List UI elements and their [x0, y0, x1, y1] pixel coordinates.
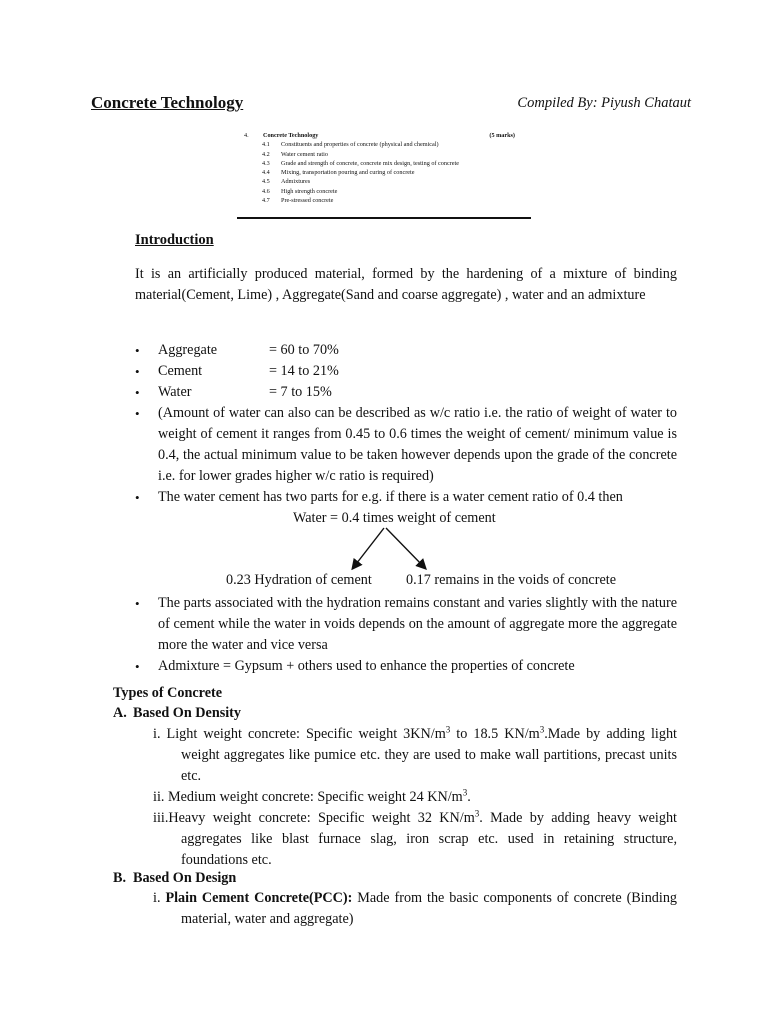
item-text: .	[467, 789, 471, 805]
superscript: 3	[462, 787, 468, 798]
item-number: ii.	[153, 789, 165, 805]
composition-value: = 14 to 21%	[269, 363, 339, 379]
compiled-by: Compiled By: Piyush Chataut	[517, 95, 691, 111]
arrow-left	[353, 528, 384, 568]
arrow-right	[386, 528, 425, 568]
superscript: 3	[539, 724, 545, 735]
syllabus-item-text: High strength concrete	[281, 187, 338, 195]
list-item: iii.Heavy weight concrete: Specific weight 32 $KN/m^3$. Made by adding heavy weight aggregates like blast furnace slag, iron scrap etc. used in retaining structure, foundations etc.	[153, 808, 678, 868]
list-item: ii. Medium weight concrete: Specific weight 24 $KN/m^3$.	[153, 787, 471, 805]
composition-label: Cement	[158, 363, 203, 379]
syllabus-header-row	[237, 131, 531, 140]
diagram-left-label: 0.23 Hydration of cement	[226, 572, 372, 588]
item-text: Made from the basic components of concrete (Binding material, water and aggregate)	[181, 890, 678, 927]
composition-label: Aggregate	[158, 342, 218, 358]
syllabus-chapter-number: 4.	[244, 132, 249, 139]
notes-list	[135, 593, 677, 677]
syllabus-item-text: Admixtures	[281, 178, 311, 186]
syllabus-item-text: Mixing, transportation pouring and curing of concrete	[281, 169, 415, 177]
composition-label: Water	[158, 384, 192, 400]
syllabus-item-num: 4.6	[262, 187, 270, 195]
split-arrows-diagram	[340, 526, 440, 576]
composition-list	[135, 340, 677, 508]
section-heading-types: Types of Concrete	[113, 685, 223, 701]
item-number: iii.	[153, 810, 169, 826]
section-heading-introduction: Introduction	[135, 232, 214, 248]
item-text: Specific weight 24 KN/m	[317, 789, 463, 805]
diagram-right-label: 0.17 remains in the voids of concrete	[406, 572, 616, 588]
subsection-letter: A.	[113, 705, 127, 721]
syllabus-item-num: 4.7	[262, 197, 270, 205]
item-name: Heavy weight concrete	[168, 810, 307, 826]
syllabus-item-num: 4.5	[262, 178, 270, 186]
list-item	[135, 382, 677, 403]
syllabus-chapter-title: Concrete Technology	[263, 132, 319, 139]
syllabus-row	[237, 150, 531, 159]
subsection-heading-design	[113, 868, 236, 889]
list-item: • Admixture = Gypsum + others used to enhance the properties of concrete	[135, 656, 677, 677]
syllabus-marks: (5 marks)	[489, 132, 515, 139]
item-number: i.	[153, 890, 161, 906]
syllabus-item-num: 4.3	[262, 159, 270, 167]
syllabus-item-num: 4.2	[262, 150, 270, 158]
density-list	[135, 724, 677, 871]
document-title: Concrete Technology	[91, 93, 244, 112]
diagram-root: Water = 0.4 times weight of cement	[293, 510, 496, 526]
list-item: • The parts associated with the hydration remains constant and varies slightly with the nature of cement while the water in voids depends on the amount of aggregate more the aggregate more the water and vice versa	[135, 593, 677, 656]
subsection-title: Based On Density	[133, 705, 241, 721]
syllabus-row	[237, 140, 531, 149]
item-text: .Made by adding light weight aggregates like pumice etc. they are used to make wall partitions, precast units etc.	[181, 726, 677, 784]
list-item	[135, 340, 677, 361]
item-name: Light weight concrete	[166, 726, 297, 742]
item-text: to 18.5 KN/m	[450, 726, 540, 742]
item-name: Medium weight concrete	[167, 789, 310, 805]
item-name: Plain Cement Concrete(PCC):	[165, 890, 353, 906]
syllabus-row	[237, 177, 531, 186]
item-text: . Made by adding heavy weight aggregates like blast furnace slag, iron scrap etc. used in retaining structure, foundations etc.	[181, 810, 678, 868]
list-item	[135, 361, 677, 382]
syllabus-row	[237, 196, 531, 205]
syllabus-row	[237, 168, 531, 177]
list-item: i. Light weight concrete: Specific weight $3KN/m^3$ to 18.5 $KN/m^3.Made$ by adding light weight aggregates like pumice etc. they are used to make wall partitions, precast units etc.	[153, 724, 677, 784]
list-item: • (Amount of water can also can be described as w/c ratio i.e. the ratio of weight of water to weight of cement it ranges from 0.45 to 0.6 times the weight of cement/ minimum value is 0.4, the actual minimum value to be taken however depends upon the grade of the concrete i.e. for lower grades higher w/c ratio is required)	[135, 403, 677, 487]
item-text: Specific weight 32 KN/m	[318, 810, 475, 826]
syllabus-item-text: Pre-stressed concrete	[281, 197, 334, 205]
item-number: i.	[153, 726, 161, 742]
design-list	[135, 888, 677, 930]
syllabus-item-text: Constituents and properties of concrete (physical and chemical)	[281, 141, 439, 149]
composition-value: = 60 to 70%	[269, 342, 339, 358]
syllabus-table	[237, 131, 531, 219]
subsection-title: Based On Design	[133, 870, 237, 886]
syllabus-row	[237, 159, 531, 168]
syllabus-item-num: 4.1	[262, 141, 270, 149]
subsection-heading-density	[113, 703, 241, 724]
subsection-letter: B.	[113, 870, 127, 886]
superscript: 3	[445, 724, 451, 735]
syllabus-row	[237, 187, 531, 196]
syllabus-item-text: Water cement ratio	[281, 150, 328, 158]
superscript: 3	[474, 808, 480, 819]
item-text: Specific weight 3KN/m	[306, 726, 446, 742]
intro-paragraph: It is an artificially produced material, formed by the hardening of a mixture of binding material(Cement, Lime) , Aggregate(Sand and coarse aggregate) , water and an admixture	[135, 266, 677, 303]
composition-value: = 7 to 15%	[269, 384, 332, 400]
syllabus-item-text: Grade and strength of concrete, concrete mix design, testing of concrete	[281, 159, 459, 167]
list-item: • The water cement has two parts for e.g. if there is a water cement ratio of 0.4 then	[135, 487, 677, 508]
syllabus-item-num: 4.4	[262, 169, 270, 177]
list-item	[135, 888, 677, 930]
